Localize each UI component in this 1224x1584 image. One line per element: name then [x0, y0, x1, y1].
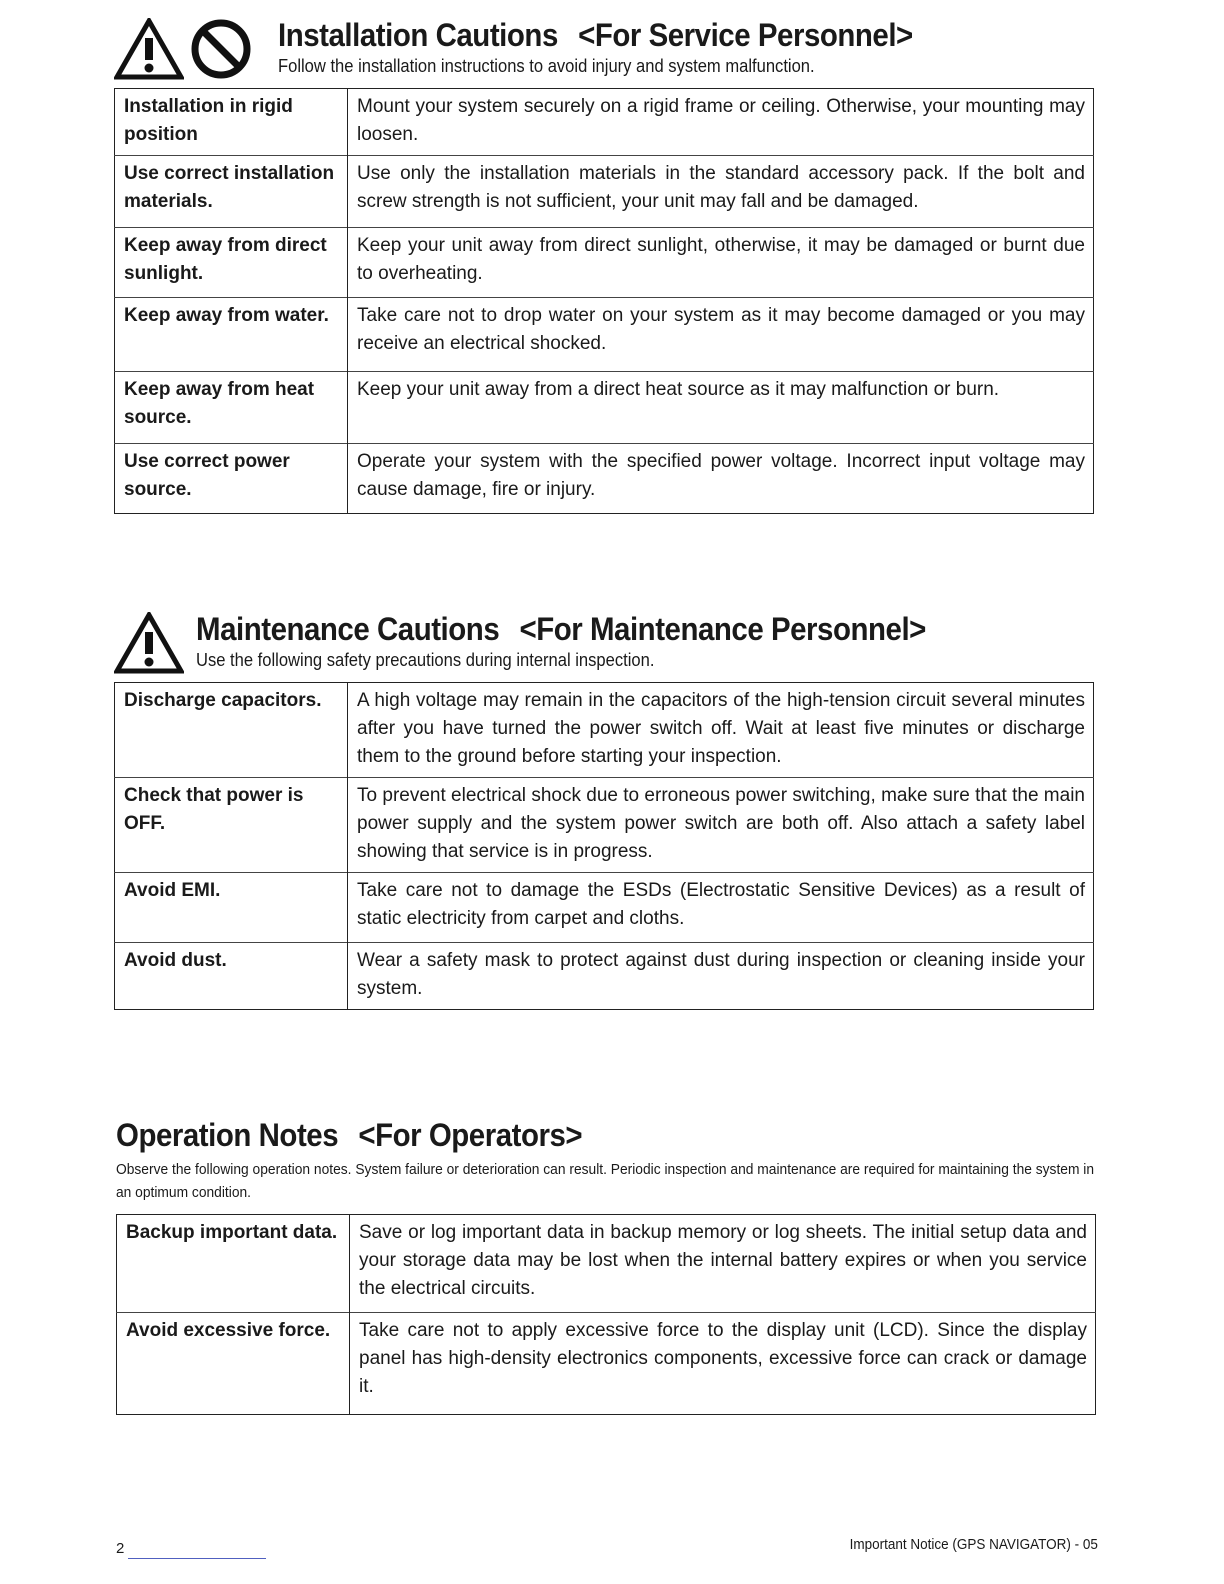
row-description: Keep your unit away from a direct heat source as it may malfunction or burn. [348, 372, 1094, 444]
installation-row [115, 156, 1094, 228]
row-description: Keep your unit away from direct sunlight, otherwise, it may be damaged or burnt due to overheating. [348, 228, 1094, 298]
row-label: Use correct power source. [115, 444, 348, 514]
row-label: Backup important data. [117, 1215, 350, 1313]
row-description: Take care not to apply excessive force to the display unit (LCD). Since the display panel has high-density electronics components, excessive force can crack or damage it. [350, 1313, 1096, 1415]
row-description: Mount your system securely on a rigid frame or ceiling. Otherwise, your mounting may loosen. [357, 96, 1085, 145]
row-label: Installation in rigid position [115, 89, 348, 156]
row-description: Operate your system with the specified power voltage. Incorrect input voltage may cause damage, fire or injury. [348, 444, 1094, 514]
maintenance-row [115, 778, 1094, 873]
operation-table [116, 1214, 1096, 1415]
maintenance-heading [114, 612, 1094, 674]
row-label: Keep away from direct sunlight. [115, 228, 348, 298]
row-description: Wear a safety mask to protect against dust during inspection or cleaning inside your system. [348, 943, 1094, 1010]
installation-row [115, 298, 1094, 372]
maintenance-title-text: Maintenance Cautions [196, 611, 500, 647]
maintenance-section [114, 612, 1094, 1010]
installation-subtitle: Follow the installation instructions to avoid injury and system malfunction. [278, 56, 815, 77]
installation-title-text: Installation Cautions [278, 17, 558, 53]
row-description: To prevent electrical shock due to erroneous power switching, make sure that the main power supply and the system power switch are both off. Also attach a safety label showing that service is in progress. [348, 778, 1094, 873]
installation-row [115, 444, 1094, 514]
installation-icons [114, 18, 252, 80]
row-label: Avoid dust. [115, 943, 348, 1010]
row-description: Save or log important data in backup memory or log sheets. The initial setup data and your storage data may be lost when the internal battery expires or when you service the electrical circuits. [359, 1222, 1087, 1300]
footer-rule [128, 1558, 266, 1559]
operation-section [116, 1118, 1096, 1415]
maintenance-row [115, 943, 1094, 1010]
row-label: Avoid EMI. [115, 873, 348, 943]
row-label: Check that power is OFF. [115, 778, 348, 873]
row-label: Avoid excessive force. [117, 1313, 350, 1415]
operation-row [117, 1215, 1096, 1313]
row-label: Use correct installation materials. [115, 156, 348, 228]
maintenance-row [115, 873, 1094, 943]
maintenance-row [115, 683, 1094, 778]
maintenance-title [196, 612, 926, 647]
operation-subtitle: Observe the following operation notes. System failure or deterioration can result. Periodic inspection and maintenance are required for maintaining the system in an optimum condition. [116, 1161, 1095, 1201]
row-description: Take care not to drop water on your system as it may become damaged or you may receive an electrical shocked. [348, 298, 1094, 372]
operation-audience: <For Operators> [358, 1117, 583, 1153]
maintenance-table [114, 682, 1094, 1010]
row-description: A high voltage may remain in the capacitors of the high-tension circuit several minutes after you have turned the power switch off. Wait at least five minutes or discharge them to the ground before starting your inspection. [357, 690, 1085, 767]
operation-title-text: Operation Notes [116, 1117, 339, 1153]
maintenance-audience: <For Maintenance Personnel> [519, 611, 926, 647]
installation-row [115, 372, 1094, 444]
installation-table [114, 88, 1094, 514]
installation-title [278, 18, 913, 53]
maintenance-icons [114, 612, 184, 674]
row-label: Keep away from water. [115, 298, 348, 372]
row-label: Discharge capacitors. [115, 683, 348, 778]
maintenance-subtitle: Use the following safety precautions during internal inspection. [196, 650, 655, 671]
row-description: Use only the installation materials in the standard accessory pack. If the bolt and screw strength is not sufficient, your unit may fall and be damaged. [348, 156, 1094, 228]
installation-row [115, 228, 1094, 298]
prohibition-icon [190, 18, 252, 80]
row-description: Take care not to damage the ESDs (Electrostatic Sensitive Devices) as a result of static electricity from carpet and cloths. [348, 873, 1094, 943]
installation-section [114, 18, 1094, 514]
operation-row [117, 1313, 1096, 1415]
document-title: Important Notice (GPS NAVIGATOR) - 05 [849, 1536, 1098, 1553]
row-label: Keep away from heat source. [115, 372, 348, 444]
operation-title [116, 1118, 1018, 1153]
warning-triangle-icon [114, 612, 184, 674]
installation-row [115, 89, 1094, 156]
installation-audience: <For Service Personnel> [578, 17, 913, 53]
installation-heading [114, 18, 1094, 80]
page-number: 2 [116, 1540, 125, 1557]
warning-triangle-icon [114, 18, 184, 80]
